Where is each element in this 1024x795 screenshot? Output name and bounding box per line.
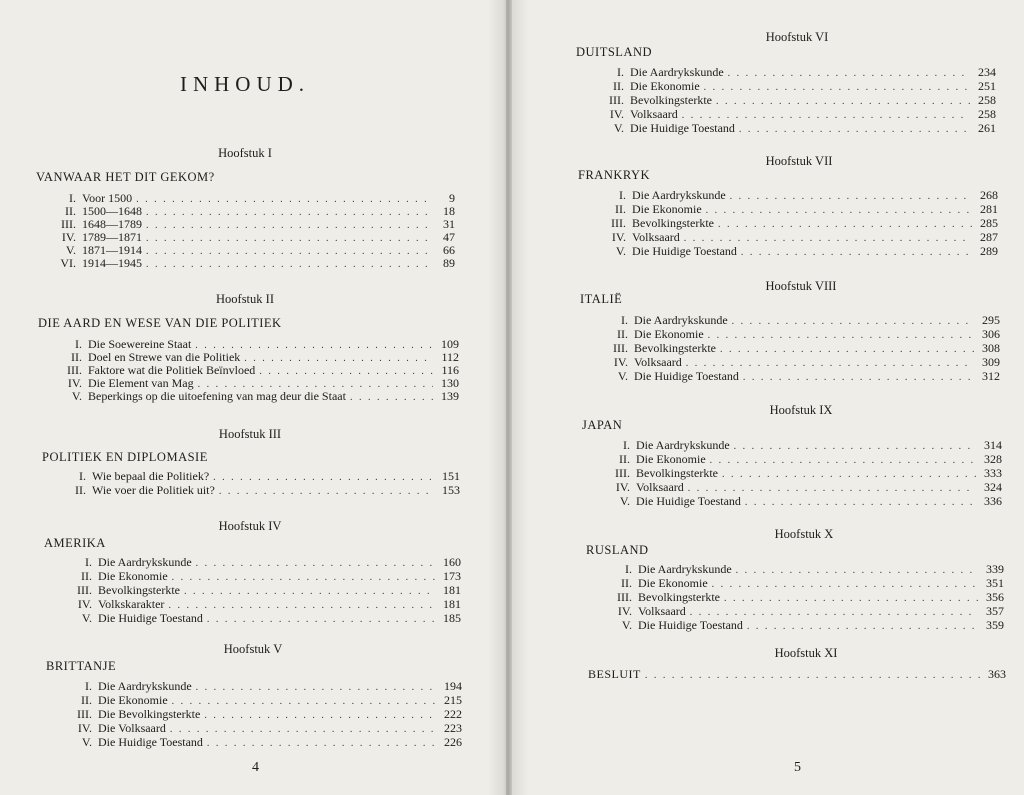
entry-number: I.: [623, 438, 630, 452]
entry-page: 89: [443, 256, 455, 270]
chapter-heading: Hoofstuk X: [774, 527, 834, 541]
entry-number: V.: [71, 389, 82, 403]
leader-dots: [204, 709, 436, 722]
entry-number: II.: [65, 204, 76, 218]
toc-entry[interactable]: [590, 217, 998, 230]
leader-dots: [704, 81, 970, 94]
chapter-heading: Hoofstuk XI: [774, 646, 838, 660]
entry-number: IV.: [613, 355, 628, 369]
entry-label: Voor 1500: [82, 191, 133, 205]
leader-dots: [728, 67, 970, 80]
chapter-title: FRANKRYK: [578, 168, 651, 182]
entry-label: Die Ekonomie: [98, 569, 168, 583]
chapter-title: ITALIË: [580, 292, 623, 306]
toc-entry[interactable]: [596, 591, 1004, 604]
entry-page: 281: [980, 202, 998, 216]
toc-entry[interactable]: [592, 370, 1000, 383]
entry-label: 1648—1789: [82, 217, 142, 231]
entry-page: 9: [449, 191, 455, 205]
leader-dots: [718, 218, 972, 231]
toc-entry[interactable]: [596, 619, 1004, 632]
entry-number: IV.: [67, 376, 82, 390]
leader-dots: [730, 190, 972, 203]
entry-number: I.: [79, 469, 86, 483]
page-number: 5: [794, 760, 801, 775]
entry-number: VI.: [60, 256, 76, 270]
entry-number: IV.: [77, 721, 92, 735]
entry-page: 308: [982, 341, 1000, 355]
chapter-title: DIE AARD EN WESE VAN DIE POLITIEK: [38, 316, 282, 330]
chapter-heading: Hoofstuk III: [218, 427, 282, 441]
chapter-heading: Hoofstuk IX: [769, 403, 833, 417]
entry-label: Die Aardrykskunde: [638, 562, 732, 576]
entry-page: 194: [444, 679, 462, 693]
entry-number: III.: [613, 341, 628, 355]
entry-page: 309: [982, 355, 1000, 369]
entry-page: 351: [986, 576, 1004, 590]
entry-page: 130: [441, 376, 459, 390]
entry-label: Volksaard: [632, 230, 680, 244]
entry-label: Die Huidige Toestand: [98, 611, 203, 625]
entry-label: Die Huidige Toestand: [638, 618, 743, 632]
toc-entry[interactable]: [594, 495, 1002, 508]
entry-page: 289: [980, 244, 998, 258]
entry-label: Bevolkingsterkte: [634, 341, 716, 355]
entry-label: Volksaard: [638, 604, 686, 618]
toc-entry[interactable]: [596, 563, 1004, 576]
leader-dots: [196, 557, 435, 570]
entry-label: Faktore wat die Politiek Beïnvloed: [88, 363, 256, 377]
toc-entry[interactable]: [594, 439, 1002, 452]
toc-entry[interactable]: [588, 108, 996, 121]
toc-entry[interactable]: [592, 328, 1000, 341]
entry-label: Die Ekonomie: [636, 452, 706, 466]
chapter-heading: Hoofstuk I: [218, 146, 272, 160]
entry-page: 306: [982, 327, 1000, 341]
entry-number: II.: [613, 79, 624, 93]
entry-number: I.: [75, 337, 82, 351]
entry-number: II.: [81, 569, 92, 583]
entry-number: III.: [61, 217, 76, 231]
entry-label: Bevolkingsterkte: [638, 590, 720, 604]
entry-number: V.: [613, 121, 624, 135]
leader-dots: [720, 343, 974, 356]
entry-number: I.: [617, 65, 624, 79]
entry-page: 251: [978, 79, 996, 93]
entry-label: Die Aardrykskunde: [98, 555, 192, 569]
entry-number: IV.: [617, 604, 632, 618]
entry-page: 258: [978, 107, 996, 121]
entry-page: 268: [980, 188, 998, 202]
entry-page: 222: [444, 707, 462, 721]
leader-dots: [350, 391, 433, 404]
entry-label: Die Huidige Toestand: [630, 121, 735, 135]
leader-dots: [712, 578, 978, 591]
entry-number: V.: [619, 494, 630, 508]
entry-number: II.: [617, 327, 628, 341]
entry-page: 116: [441, 363, 459, 377]
chapter-title: AMERIKA: [44, 536, 106, 550]
toc-entry[interactable]: [56, 722, 462, 735]
leader-dots: [739, 123, 970, 136]
entry-page: 226: [444, 735, 462, 749]
entry-label: Volksaard: [630, 107, 678, 121]
entry-number: II.: [621, 576, 632, 590]
entry-number: II.: [615, 202, 626, 216]
toc-entry[interactable]: [594, 453, 1002, 466]
leader-dots: [716, 95, 970, 108]
entry-page: 295: [982, 313, 1000, 327]
leader-dots: [219, 485, 434, 498]
leader-dots: [743, 371, 974, 384]
entry-page: 261: [978, 121, 996, 135]
entry-page: 109: [441, 337, 459, 351]
entry-label: Die Aardrykskunde: [636, 438, 730, 452]
entry-page: 312: [982, 369, 1000, 383]
entry-label: Volksaard: [636, 480, 684, 494]
entry-page: 357: [986, 604, 1004, 618]
entry-label: Die Volksaard: [98, 721, 166, 735]
leader-dots: [213, 471, 434, 484]
leader-dots: [745, 496, 976, 509]
toc-entry[interactable]: [588, 80, 996, 93]
entry-number: V.: [81, 611, 92, 625]
entry-number: V.: [615, 244, 626, 258]
entry-page: 151: [442, 469, 460, 483]
entry-label: Doel en Strewe van die Politiek: [88, 350, 241, 364]
toc-entry[interactable]: [594, 481, 1002, 494]
leader-dots: [172, 695, 436, 708]
chapter-title: RUSLAND: [586, 543, 649, 557]
entry-number: II.: [71, 350, 82, 364]
entry-page: 314: [984, 438, 1002, 452]
entry-number: IV.: [61, 230, 76, 244]
leader-dots: [708, 329, 974, 342]
entry-label: Bevolkingsterkte: [98, 583, 180, 597]
entry-label: 1500—1648: [82, 204, 142, 218]
leader-dots: [736, 564, 978, 577]
entry-label: Die Ekonomie: [98, 693, 168, 707]
toc-entry[interactable]: [592, 342, 1000, 355]
entry-page: 185: [443, 611, 461, 625]
leader-dots: [706, 204, 972, 217]
leader-dots: [196, 681, 436, 694]
leader-dots: [710, 454, 976, 467]
entry-label: 1914—1945: [82, 256, 142, 270]
entry-number: III.: [67, 363, 82, 377]
toc-entry[interactable]: [56, 680, 462, 693]
leader-dots: [645, 669, 980, 682]
leader-dots: [734, 440, 976, 453]
entry-label: Bevolkingsterkte: [636, 466, 718, 480]
entry-label: Die Huidige Toestand: [632, 244, 737, 258]
entry-label: Die Huidige Toestand: [98, 735, 203, 749]
right-page: [512, 0, 1024, 795]
toc-entry[interactable]: [594, 467, 1002, 480]
entry-label: Die Aardrykskunde: [634, 313, 728, 327]
entry-label: Die Huidige Toestand: [636, 494, 741, 508]
entry-label: Die Aardrykskunde: [630, 65, 724, 79]
entry-number: V.: [617, 369, 628, 383]
toc-entry[interactable]: [590, 231, 998, 244]
entry-number: II.: [75, 483, 86, 497]
toc-entry[interactable]: [588, 94, 996, 107]
leader-dots: [724, 592, 978, 605]
entry-number: V.: [81, 735, 92, 749]
toc-entry[interactable]: [56, 708, 462, 721]
entry-label: 1789—1871: [82, 230, 142, 244]
entry-page: 336: [984, 494, 1002, 508]
leader-dots: [170, 723, 436, 736]
chapter-title: VANWAAR HET DIT GEKOM?: [36, 170, 215, 184]
toc-entry[interactable]: [56, 584, 461, 597]
entry-label: Die Aardrykskunde: [632, 188, 726, 202]
entry-number: I.: [69, 191, 76, 205]
entry-number: III.: [617, 590, 632, 604]
entry-page: 47: [443, 230, 455, 244]
entry-page: 160: [443, 555, 461, 569]
entry-label: Die Ekonomie: [632, 202, 702, 216]
toc-entry[interactable]: [592, 356, 1000, 369]
leader-dots: [168, 599, 435, 612]
toc-entry[interactable]: [56, 694, 462, 707]
entry-page: 173: [443, 569, 461, 583]
entry-number: III.: [77, 707, 92, 721]
entry-page: 181: [443, 597, 461, 611]
entry-page: 215: [444, 693, 462, 707]
entry-label: Die Element van Mag: [88, 376, 194, 390]
entry-number: I.: [621, 313, 628, 327]
entry-page: 66: [443, 243, 455, 257]
leader-dots: [207, 613, 435, 626]
leader-dots: [207, 737, 436, 750]
leader-dots: [741, 246, 972, 259]
entry-number: III.: [77, 583, 92, 597]
toc-entry[interactable]: [590, 245, 998, 258]
entry-page: 153: [442, 483, 460, 497]
toc-entry[interactable]: [588, 66, 996, 79]
chapter-heading: Hoofstuk IV: [218, 519, 282, 533]
entry-page: 181: [443, 583, 461, 597]
entry-page: 339: [986, 562, 1004, 576]
contents-title: INHOUD.: [179, 72, 311, 96]
entry-number: I.: [619, 188, 626, 202]
entry-label: Die Soewereine Staat: [88, 337, 192, 351]
entry-label: Volkskarakter: [98, 597, 165, 611]
toc-entry[interactable]: [56, 556, 461, 569]
chapter-heading: Hoofstuk VI: [765, 30, 829, 44]
entry-label: Wie bepaal die Politiek?: [92, 469, 210, 483]
entry-page: 356: [986, 590, 1004, 604]
entry-page: 324: [984, 480, 1002, 494]
entry-label: BESLUIT: [588, 667, 641, 681]
entry-label: Die Ekonomie: [638, 576, 708, 590]
entry-page: 139: [441, 389, 459, 403]
entry-number: II.: [81, 693, 92, 707]
leader-dots: [747, 620, 978, 633]
chapter-heading: Hoofstuk II: [216, 292, 274, 306]
chapter-title: DUITSLAND: [576, 45, 653, 59]
entry-page: 333: [984, 466, 1002, 480]
leader-dots: [732, 315, 974, 328]
toc-entry[interactable]: [46, 390, 459, 403]
page-number: 4: [252, 760, 259, 775]
entry-label: Beperkings op die uitoefening van mag deur die Staat: [88, 389, 346, 403]
toc-entry[interactable]: [56, 612, 461, 625]
entry-label: Die Aardrykskunde: [98, 679, 192, 693]
entry-number: IV.: [611, 230, 626, 244]
toc-entry[interactable]: [56, 736, 462, 749]
toc-entry[interactable]: [56, 570, 461, 583]
entry-page: 363: [988, 667, 1006, 681]
entry-number: IV.: [77, 597, 92, 611]
entry-page: 287: [980, 230, 998, 244]
toc-entry[interactable]: [596, 577, 1004, 590]
chapter-title: POLITIEK EN DIPLOMASIE: [42, 450, 208, 464]
entry-page: 285: [980, 216, 998, 230]
leader-dots: [722, 468, 976, 481]
leader-dots: [172, 571, 435, 584]
toc-entry[interactable]: [50, 470, 460, 483]
toc-entry[interactable]: [40, 257, 455, 270]
entry-number: IV.: [609, 107, 624, 121]
entry-number: III.: [615, 466, 630, 480]
toc-entry[interactable]: [590, 203, 998, 216]
entry-page: 359: [986, 618, 1004, 632]
chapter-heading: Hoofstuk VIII: [765, 279, 837, 293]
entry-label: Volksaard: [634, 355, 682, 369]
entry-label: Wie voer die Politiek uit?: [92, 483, 215, 497]
entry-number: IV.: [615, 480, 630, 494]
entry-page: 234: [978, 65, 996, 79]
entry-page: 31: [443, 217, 455, 231]
leader-dots: [184, 585, 435, 598]
toc-entry[interactable]: [596, 605, 1004, 618]
entry-number: V.: [65, 243, 76, 257]
entry-number: V.: [621, 618, 632, 632]
entry-number: I.: [85, 555, 92, 569]
entry-page: 223: [444, 721, 462, 735]
entry-label: 1871—1914: [82, 243, 142, 257]
entry-page: 258: [978, 93, 996, 107]
entry-label: Die Ekonomie: [634, 327, 704, 341]
leader-dots: [146, 258, 429, 271]
entry-page: 328: [984, 452, 1002, 466]
entry-number: I.: [625, 562, 632, 576]
chapter-heading: Hoofstuk VII: [765, 154, 833, 168]
entry-page: 112: [441, 350, 459, 364]
toc-entry[interactable]: [592, 314, 1000, 327]
entry-label: Bevolkingsterkte: [632, 216, 714, 230]
left-page: [0, 0, 506, 795]
entry-number: III.: [611, 216, 626, 230]
entry-label: Bevolkingsterkte: [630, 93, 712, 107]
chapter-title: BRITTANJE: [46, 659, 117, 673]
chapter-heading: Hoofstuk V: [223, 642, 283, 656]
entry-number: III.: [609, 93, 624, 107]
entry-number: I.: [85, 679, 92, 693]
toc-entry[interactable]: [588, 122, 996, 135]
entry-label: Die Bevolkingsterkte: [98, 707, 201, 721]
chapter-title: JAPAN: [582, 418, 623, 432]
toc-entry[interactable]: [50, 484, 460, 497]
toc-entry[interactable]: [590, 189, 998, 202]
toc-entry[interactable]: [588, 668, 1006, 681]
entry-number: II.: [619, 452, 630, 466]
entry-label: Die Huidige Toestand: [634, 369, 739, 383]
entry-page: 18: [443, 204, 455, 218]
toc-entry[interactable]: [56, 598, 461, 611]
entry-label: Die Ekonomie: [630, 79, 700, 93]
